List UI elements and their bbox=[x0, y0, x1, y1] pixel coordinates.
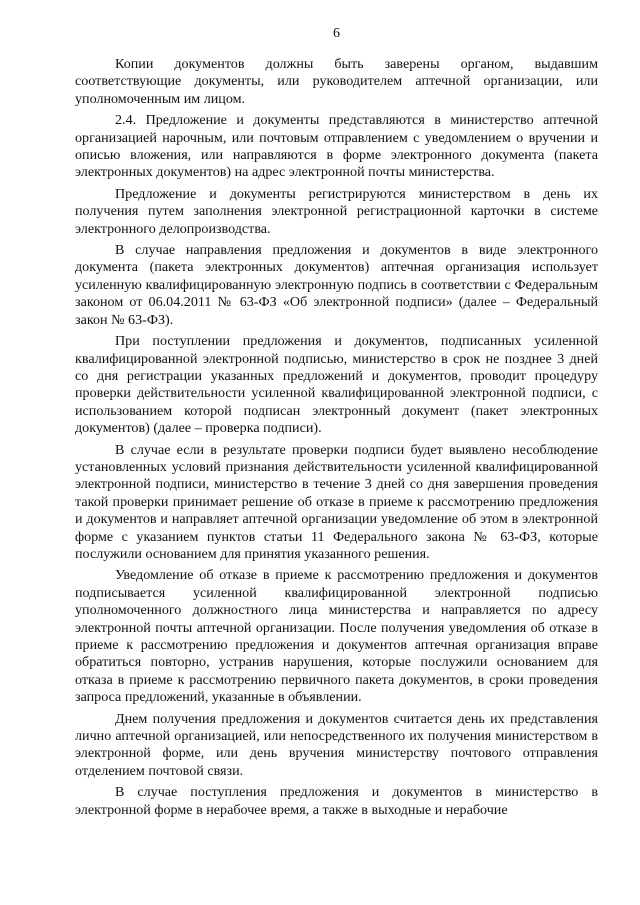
paragraph-non-working-time: В случае поступления предложения и документов в министерство в электронной форме в нерабочее время, а также в выходные и нерабочие bbox=[75, 784, 598, 818]
paragraph-receipt-day: Днем получения предложения и документов считается день их представления лично аптечной организацией, или непосредственного их получения министерством в электронной форме, или день вручения министерству почтового отправления отделением почтовой связи. bbox=[75, 710, 598, 779]
paragraph-electronic-signature: В случае направления предложения и документов в виде электронного документа (пакета электронных документов) аптечная организация использует усиленную квалифицированную электронную подпись в соответствии с Федеральным законом от 06.04.2011 № 63-ФЗ «Об электронной подписи» (далее – Федеральный закон № 63-ФЗ). bbox=[75, 242, 598, 328]
page-number: 6 bbox=[333, 26, 340, 41]
paragraph-registration: Предложение и документы регистрируются министерством в день их получения путем заполнения электронной регистрационной карточки в системе электронного делопроизводства. bbox=[75, 185, 598, 237]
paragraph-signature-check: При поступлении предложения и документов, подписанных усиленной квалифицированной электронной подписью, министерство в срок не позднее 3 дней со дня регистрации указанных предложений и документов, проводит процедуру проверки действительности усиленной квалифицированной электронной подписи, с использованием которой подписан электронный документ (пакет электронных документов) (далее – проверка подписи). bbox=[75, 333, 598, 437]
paragraph-refusal-notice: Уведомление об отказе в приеме к рассмотрению предложения и документов подписывается усиленной квалифицированной электронной подписью уполномоченного должностного лица министерства и направляется по адресу электронной почты аптечной организации. После получения уведомления об отказе в приеме к рассмотрению предложения и документов аптечная организация вправе обратиться повторно, устранив нарушения, которые послужили основанием для отказа в приеме к рассмотрению первичного пакета документов, в сроки проведения запроса предложений, указанные в объявлении. bbox=[75, 567, 598, 706]
paragraph-2-4-submission: 2.4. Предложение и документы представляются в министерство аптечной организацией нарочным, или почтовым отправлением с уведомлением о вручении и описью вложения, или направляются в форме электронного документа (пакета электронных документов) на адрес электронной почты министерства. bbox=[75, 112, 598, 181]
paragraph-copies-certification: Копии документов должны быть заверены органом, выдавшим соответствующие документы, или руководителем аптечной организации, или уполномоченным им лицом. bbox=[75, 56, 598, 107]
paragraph-check-failure: В случае если в результате проверки подписи будет выявлено несоблюдение установленных условий признания действительности усиленной квалифицированной электронной подписи, министерство в течение 3 дней со дня завершения проведения такой проверки принимает решение об отказе в приеме к рассмотрению предложения и документов и направляет аптечной организации уведомление об этом в электронной форме с указанием пунктов статьи 11 Федерального закона № 63-ФЗ, которые послужили основанием для принятия указанного решения. bbox=[75, 441, 598, 562]
